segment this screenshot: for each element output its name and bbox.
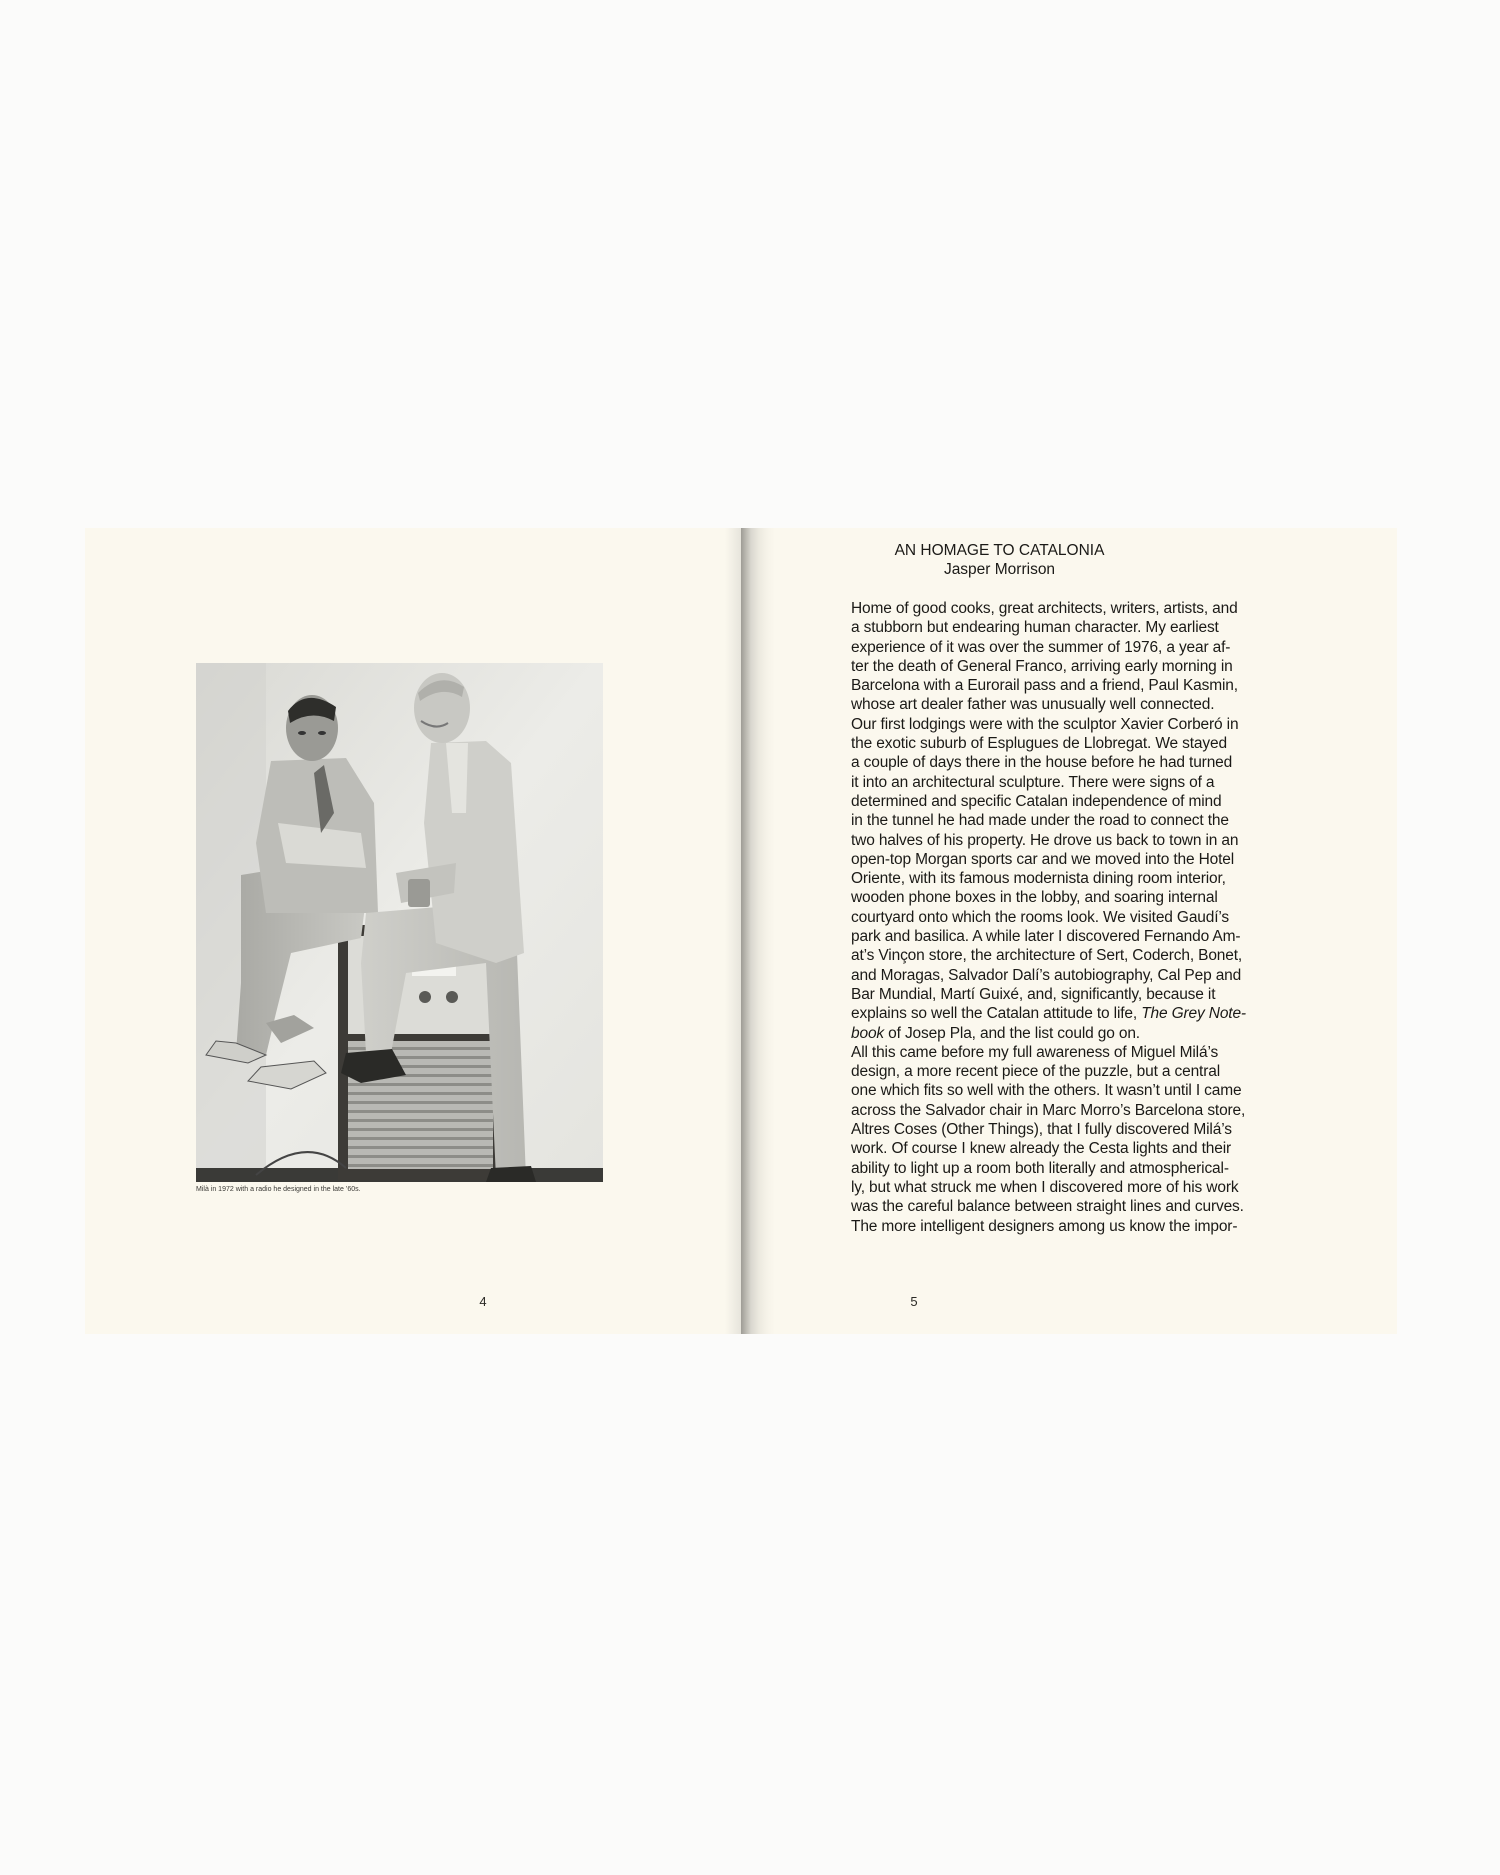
body-line-text: explains so well the Catalan attitude to life, — [851, 1005, 1142, 1023]
body-line: wooden phone boxes in the lobby, and soaring internal — [851, 889, 1218, 907]
body-line: open-top Morgan sports car and we moved into the Hotel — [851, 850, 1235, 868]
body-line: Home of good cooks, great architects, writers, artists, and — [851, 600, 1238, 617]
body-line: the exotic suburb of Esplugues de Llobregat. We stayed — [851, 735, 1227, 753]
article-author: Jasper Morrison — [943, 561, 1056, 578]
article-header — [741, 541, 1258, 579]
page-number-left: 4 — [479, 1294, 487, 1309]
body-line: Barcelona with a Eurorail pass and a friend, Paul Kasmin, — [851, 677, 1238, 695]
body-line-with-italic — [851, 1024, 1271, 1043]
body-line: design, a more recent piece of the puzzle, but a central — [851, 1063, 1220, 1081]
body-line: in the tunnel he had made under the road to connect the — [851, 812, 1229, 830]
body-line: All this came before my full awareness of Miguel Milá’s — [851, 1043, 1219, 1061]
body-line: ability to light up a room both literally and atmospherical- — [851, 1159, 1229, 1177]
body-line-with-italic — [851, 1004, 1271, 1023]
body-line: experience of it was over the summer of 1976, a year af- — [851, 638, 1231, 656]
book-spread — [85, 528, 1397, 1334]
body-line: was the careful balance between straight lines and curves. — [851, 1198, 1244, 1216]
page-number-right: 5 — [910, 1294, 918, 1309]
body-line: across the Salvador chair in Marc Morro’s Barcelona store, — [851, 1101, 1246, 1119]
body-line: ly, but what struck me when I discovered more of his work — [851, 1178, 1239, 1196]
body-line: it into an architectural sculpture. There were signs of a — [851, 773, 1215, 791]
body-line: work. Of course I knew already the Cesta lights and their — [851, 1140, 1231, 1158]
body-line: The more intelligent designers among us know the impor- — [851, 1217, 1238, 1235]
body-line: Oriente, with its famous modernista dining room interior, — [851, 870, 1226, 888]
body-line-text: of Josep Pla, and the list could go on. — [884, 1024, 1140, 1042]
body-line: ter the death of General Franco, arriving early morning in — [851, 657, 1233, 675]
body-line: Bar Mundial, Martí Guixé, and, significantly, because it — [851, 985, 1216, 1003]
article-body — [851, 599, 1271, 1236]
body-line: a couple of days there in the house before he had turned — [851, 754, 1233, 772]
body-line: a stubborn but endearing human character. My earliest — [851, 619, 1219, 637]
article-title: AN HOMAGE TO CATALONIA — [894, 542, 1105, 559]
photo-caption: Milà in 1972 with a radio he designed in the late ’60s. — [196, 1186, 361, 1193]
book-title-italic: book — [851, 1024, 885, 1042]
right-page — [741, 528, 1397, 1334]
body-line: courtyard onto which the rooms look. We visited Gaudí’s — [851, 908, 1230, 926]
body-line: one which fits so well with the others. It wasn’t until I came — [851, 1082, 1242, 1100]
body-line: Our first lodgings were with the sculptor Xavier Corberó in — [851, 715, 1239, 733]
photo-illustration — [196, 663, 603, 1182]
body-line: at’s Vinçon store, the architecture of Sert, Coderch, Bonet, — [851, 947, 1243, 965]
photograph — [196, 663, 603, 1182]
body-line: park and basilica. A while later I discovered Fernando Am- — [851, 928, 1241, 946]
left-page — [85, 528, 741, 1334]
body-line: determined and specific Catalan independence of mind — [851, 792, 1222, 810]
book-gutter — [741, 528, 775, 1334]
body-line: two halves of his property. He drove us back to town in an — [851, 831, 1239, 849]
gutter-shadow-left — [725, 528, 741, 1334]
body-line: Altres Coses (Other Things), that I fully discovered Milá’s — [851, 1121, 1232, 1139]
body-line: whose art dealer father was unusually well connected. — [851, 696, 1215, 714]
body-line: and Moragas, Salvador Dalí’s autobiography, Cal Pep and — [851, 966, 1242, 984]
book-title-italic: The Grey Note- — [1141, 1005, 1246, 1023]
